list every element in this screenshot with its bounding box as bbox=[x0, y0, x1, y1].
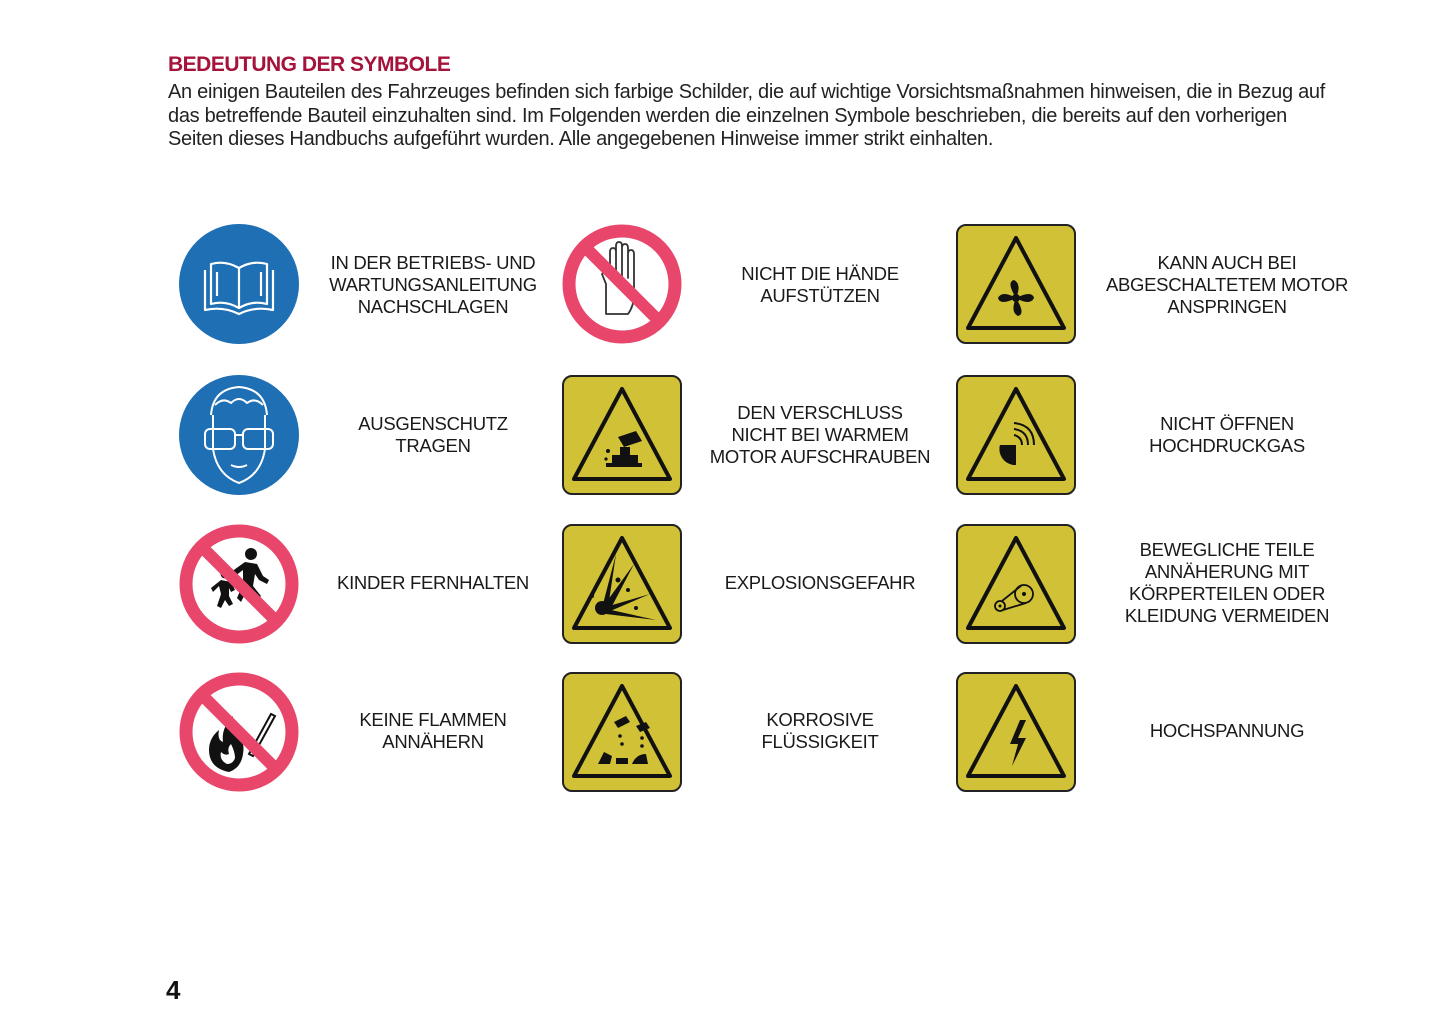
symbol-label: KORROSIVE FLÜSSIGKEIT bbox=[761, 709, 879, 752]
explosion-warning-icon bbox=[562, 524, 682, 644]
manual-book-icon bbox=[179, 224, 299, 344]
symbol-label: IN DER BETRIEBS- UND WARTUNGSANLEITUNG NACHSCHLAGEN bbox=[329, 252, 537, 317]
pressurized-gas-warning-icon bbox=[956, 375, 1076, 495]
high-voltage-warning-icon bbox=[956, 672, 1076, 792]
intro-paragraph: An einigen Bauteilen des Fahrzeuges befinden sich farbige Schilder, die auf wichtige Vorsichtsmaßnahmen hinweisen, die in Bezug auf das betreffende Bauteil einzuhalten sind. Im Folgenden werden die einzelnen Symbole beschrieben, die bereits auf den vorherigen Seiten dieses Handbuchs aufgeführt wurden. Alle angegebenen Hinweise immer strikt einhalten. bbox=[168, 81, 1325, 150]
page-title: BEDEUTUNG DER SYMBOLE bbox=[168, 53, 451, 76]
no-children-icon bbox=[179, 524, 299, 644]
corrosive-warning-icon bbox=[562, 672, 682, 792]
fan-warning-icon bbox=[956, 224, 1076, 344]
symbol-label: NICHT DIE HÄNDE AUFSTÜTZEN bbox=[741, 263, 899, 306]
page-number: 4 bbox=[166, 975, 181, 1005]
symbol-label: KEINE FLAMMEN ANNÄHERN bbox=[359, 709, 507, 752]
no-hands-icon bbox=[562, 224, 682, 344]
symbol-label: KANN AUCH BEI ABGESCHALTETEM MOTOR ANSPRINGEN bbox=[1105, 252, 1349, 317]
symbol-label: AUSGENSCHUTZ TRAGEN bbox=[358, 413, 508, 456]
no-flames-icon bbox=[179, 672, 299, 792]
moving-parts-warning-icon bbox=[956, 524, 1076, 644]
symbol-label: HOCHSPANNUNG bbox=[1149, 720, 1305, 741]
symbol-label: BEWEGLICHE TEILE ANNÄHERUNG MIT KÖRPERTEILEN ODER KLEIDUNG VERMEIDEN bbox=[1124, 539, 1330, 626]
eye-protection-icon bbox=[179, 375, 299, 495]
symbol-label: NICHT ÖFFNEN HOCHDRUCKGAS bbox=[1149, 413, 1305, 456]
symbol-label: EXPLOSIONSGEFAHR bbox=[724, 572, 916, 593]
symbol-label: DEN VERSCHLUSS NICHT BEI WARMEM MOTOR AUFSCHRAUBEN bbox=[709, 402, 931, 467]
symbol-label: KINDER FERNHALTEN bbox=[337, 572, 529, 593]
hot-cap-warning-icon bbox=[562, 375, 682, 495]
